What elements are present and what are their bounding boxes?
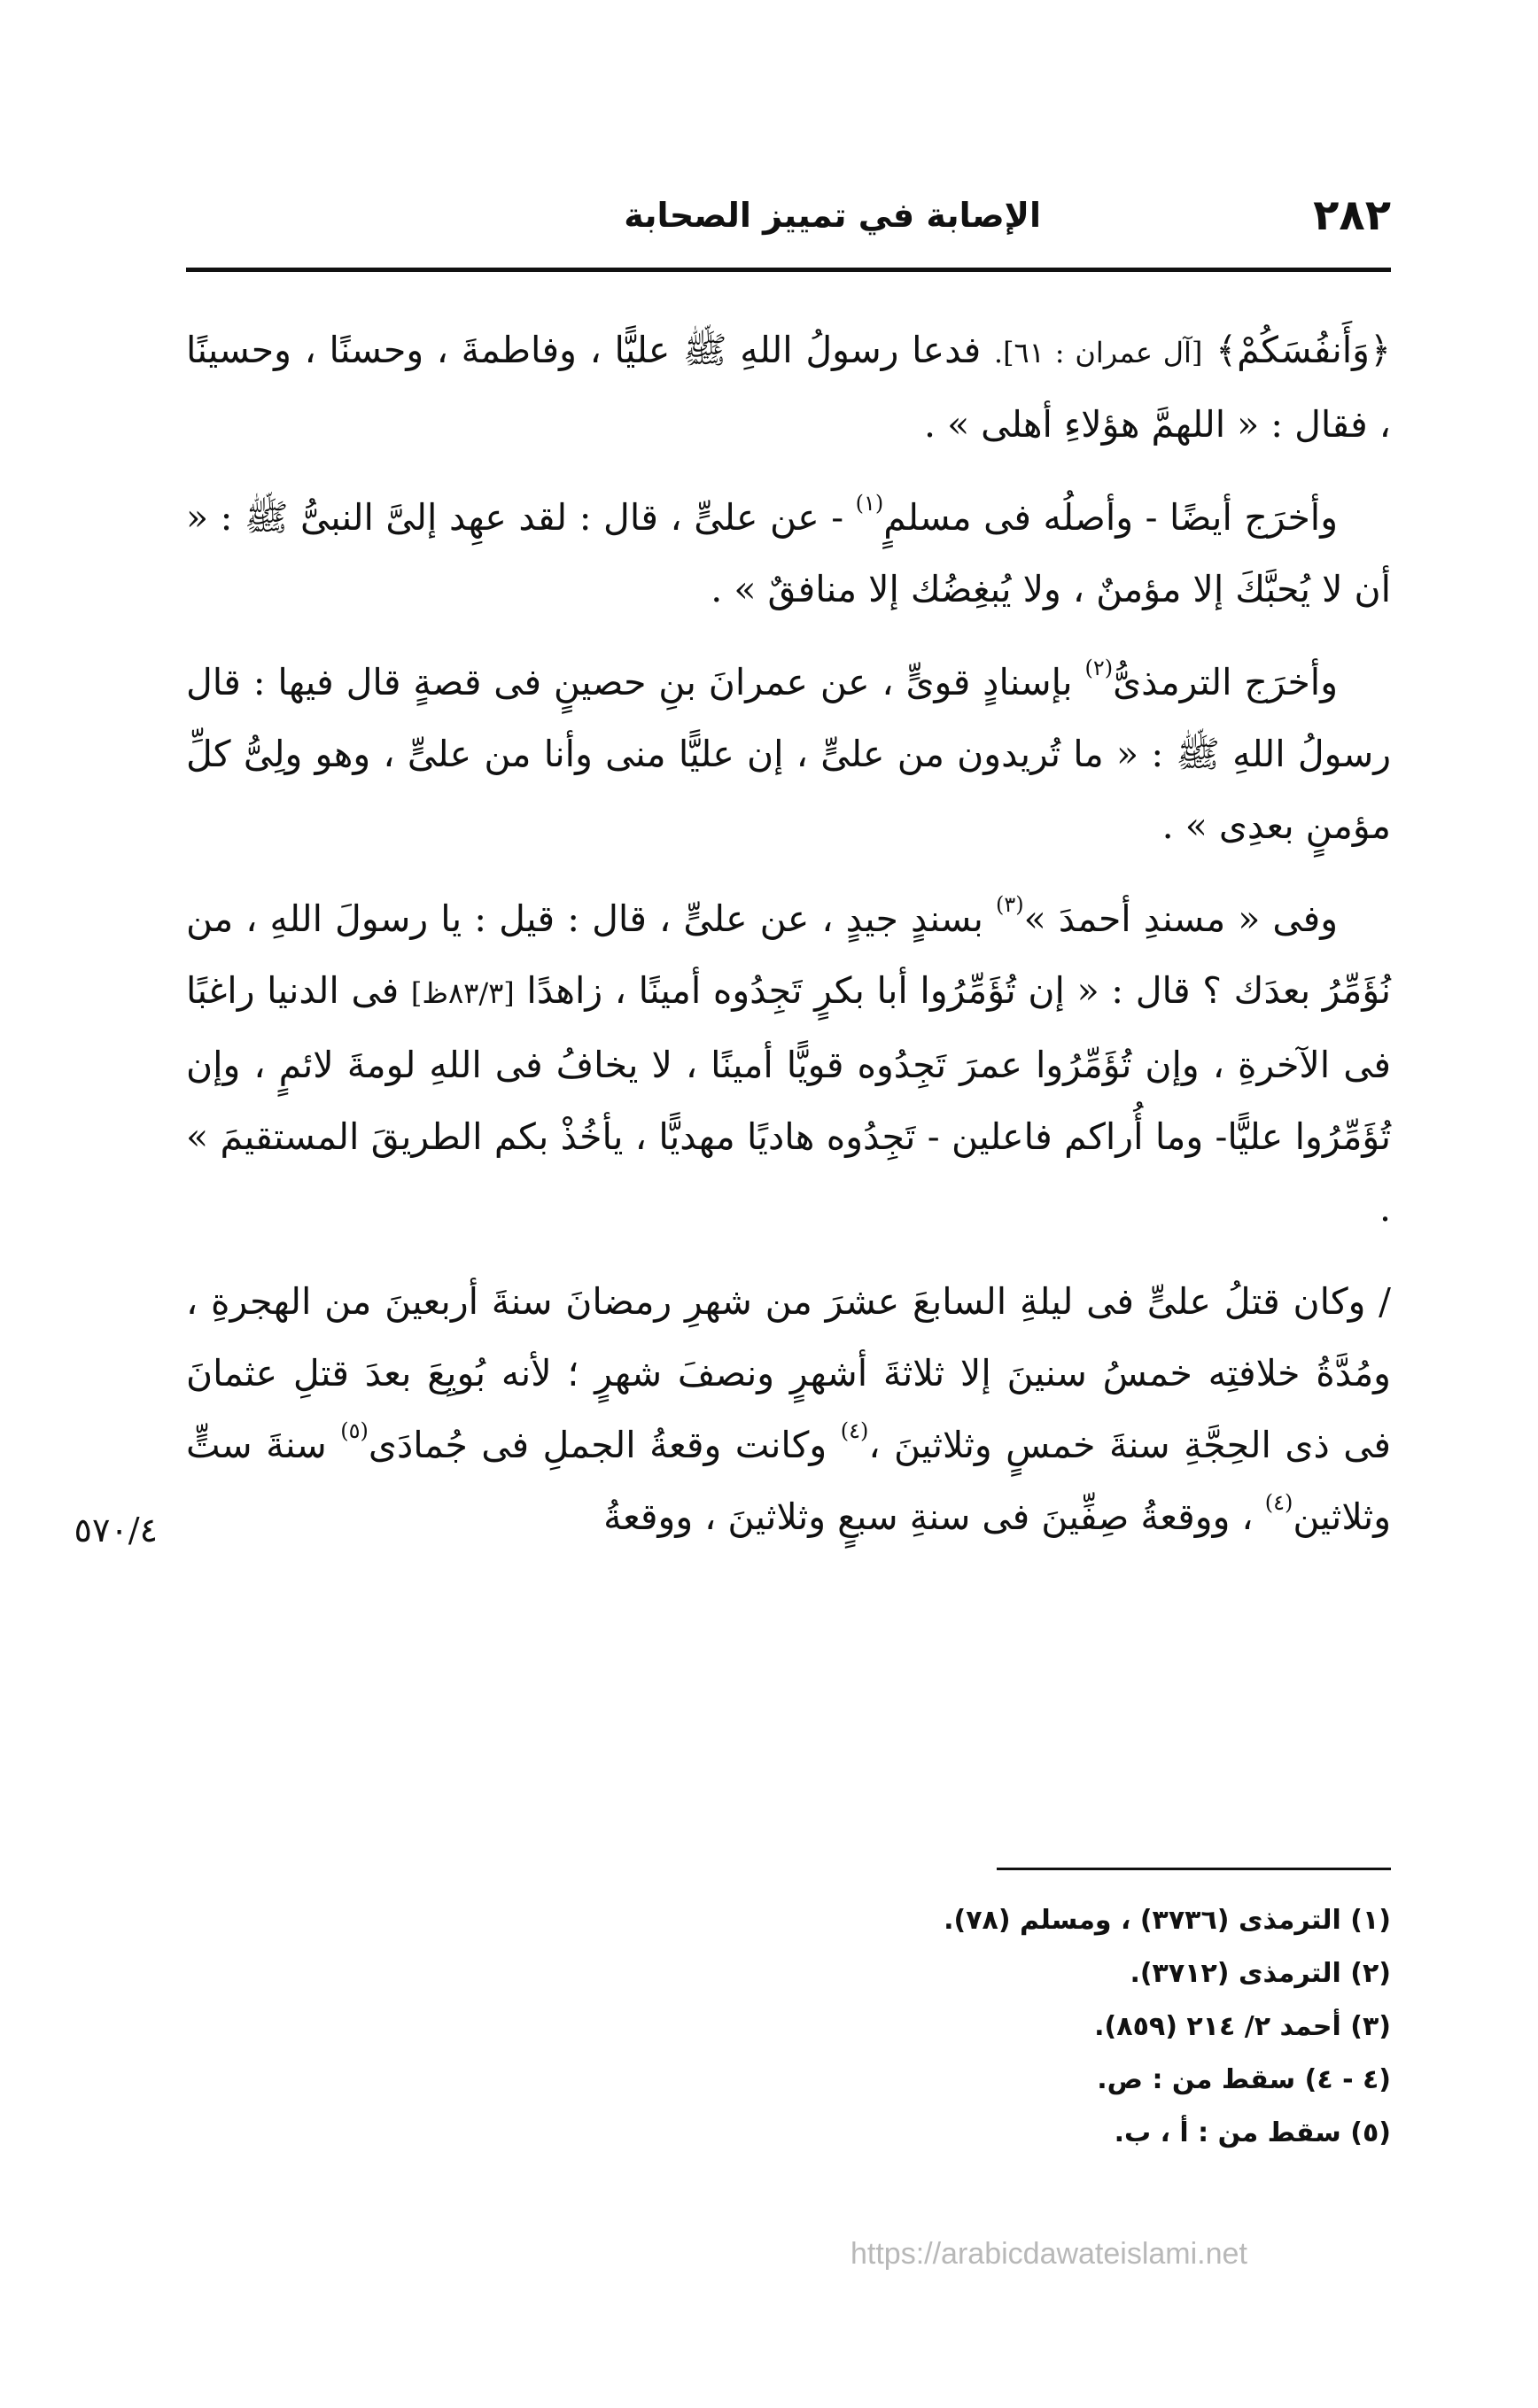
paragraph-4 — [186, 883, 1391, 1245]
footnote-2: (٢) الترمذى (٣٧١٢). — [1130, 1958, 1391, 1989]
paragraph-3-text-b: بإسنادٍ قوىٍّ ، عن عمرانَ بنِ حصينٍ فى قصةٍ قال فيها : قال رسولُ اللهِ ﷺ : « ما تُريدون من علىٍّ ، إن عليًّا منى وأنا من علىٍّ ، وهو ولِىُّ كلِّ مؤمنٍ بعدِى » . — [186, 661, 1391, 847]
footnotes — [186, 1894, 1391, 2160]
main-text — [186, 315, 1391, 1574]
footnote-ref-4-end: (٤) — [1264, 1490, 1293, 1515]
footnote-ref-4-start: (٤) — [840, 1418, 869, 1443]
quran-quote: ﴿وَأَنفُسَكُمْ﴾ — [1216, 329, 1391, 371]
footnote-ref-1: (١) — [855, 491, 884, 516]
paragraph-2-text-b: - عن علىٍّ ، قال : لقد عهِد إلىَّ النبىُّ ﷺ : « أن لا يُحبَّكَ إلا مؤمنٌ ، ولا يُبغِضُك إلا منافقٌ » . — [186, 496, 1391, 610]
paragraph-5-text-d: ، ووقعةُ صِفِّينَ فى سنةِ سبعٍ وثلاثينَ ، ووقعةُ — [603, 1495, 1254, 1538]
paragraph-5-text-b: وكانت وقعةُ الجملِ فى جُمادَى — [368, 1424, 827, 1466]
header-divider — [186, 268, 1391, 272]
paragraph-3 — [186, 647, 1391, 862]
paragraph-2-text-a: وأخرَج أيضًا - وأصلُه فى مسلمٍ — [883, 496, 1338, 539]
paragraph-1-text: فدعا رسولُ اللهِ ﷺ عليًّا ، وفاطمةَ ، وحسنًا ، وحسينًا ، فقال : « اللهمَّ هؤلاءِ أهلى » . — [186, 329, 1391, 446]
watermark-url: https://arabicdawateislami.net — [851, 2237, 1247, 2271]
footnote-ref-3: (٣) — [995, 892, 1024, 917]
book-title: الإصابة في تمييز الصحابة — [624, 196, 1041, 235]
running-head — [186, 190, 1391, 252]
paragraph-4-text-b: بسندٍ جيدٍ ، عن علىٍّ ، قال : قيل : يا رسولَ اللهِ ، من نُؤَمِّرُ بعدَك ؟ قال : « إن تُؤَمِّرُوا أبا بكرٍ تَجِدُوه أمينًا ، زاهدًا — [186, 897, 1391, 1012]
paragraph-5 — [186, 1266, 1391, 1553]
footnote-divider — [997, 1868, 1391, 1870]
paragraph-3-text-a: وأخرَج الترمذىُّ — [1113, 661, 1338, 703]
paragraph-2 — [186, 482, 1391, 625]
paragraph-5-text-a: / وكان قتلُ علىٍّ فى ليلةِ السابعَ عشرَ من شهرِ رمضانَ سنةَ أربعينَ من الهجرةِ ، ومُدَّةُ خلافتِه خمسُ سنينَ إلا ثلاثةَ أشهرٍ ونصفَ شهرٍ ؛ لأنه بُويِعَ بعدَ قتلِ عثمانَ فى ذى الحِجَّةِ سنةَ خمسٍ وثلاثينَ ، — [186, 1280, 1391, 1466]
footnote-3: (٣) أحمد ٢/ ٢١٤ (٨٥٩). — [1094, 2011, 1391, 2042]
paragraph-5-text-c: سنةَ ستٍّ وثلاثين — [186, 1424, 1391, 1538]
footnote-ref-2: (٢) — [1084, 656, 1114, 680]
paragraph-4-text-a: وفى « مسندِ أحمدَ » — [1023, 897, 1338, 940]
quran-reference: [آل عمران : ٦١]. — [993, 336, 1203, 369]
margin-volume-page-ref: ٥٧٠/٤ — [74, 1511, 158, 1550]
paragraph-1 — [186, 315, 1391, 461]
page-number: ٢٨٢ — [1313, 190, 1391, 240]
footnote-5: (٥) سقط من : أ ، ب. — [1114, 2117, 1391, 2148]
manuscript-folio-ref: [٨٣/٣ظ] — [410, 976, 515, 1010]
footnote-4: (٤ - ٤) سقط من : ص. — [1097, 2064, 1391, 2095]
footnote-ref-5: (٥) — [340, 1418, 369, 1443]
paragraph-4-text-c: فى الدنيا راغبًا فى الآخرةِ ، وإن تُؤَمِّرُوا عمرَ تَجِدُوه قويًّا أمينًا ، لا يخافُ فى اللهِ لومةَ لائمٍ ، وإن تُؤَمِّرُوا عليًّا- وما أُراكم فاعلين - تَجِدُوه هاديًا مهديًّا ، يأخُذْ بكم الطريقَ المستقيمَ » . — [186, 969, 1391, 1230]
footnote-1: (١) الترمذى (٣٧٣٦) ، ومسلم (٧٨). — [944, 1905, 1391, 1936]
